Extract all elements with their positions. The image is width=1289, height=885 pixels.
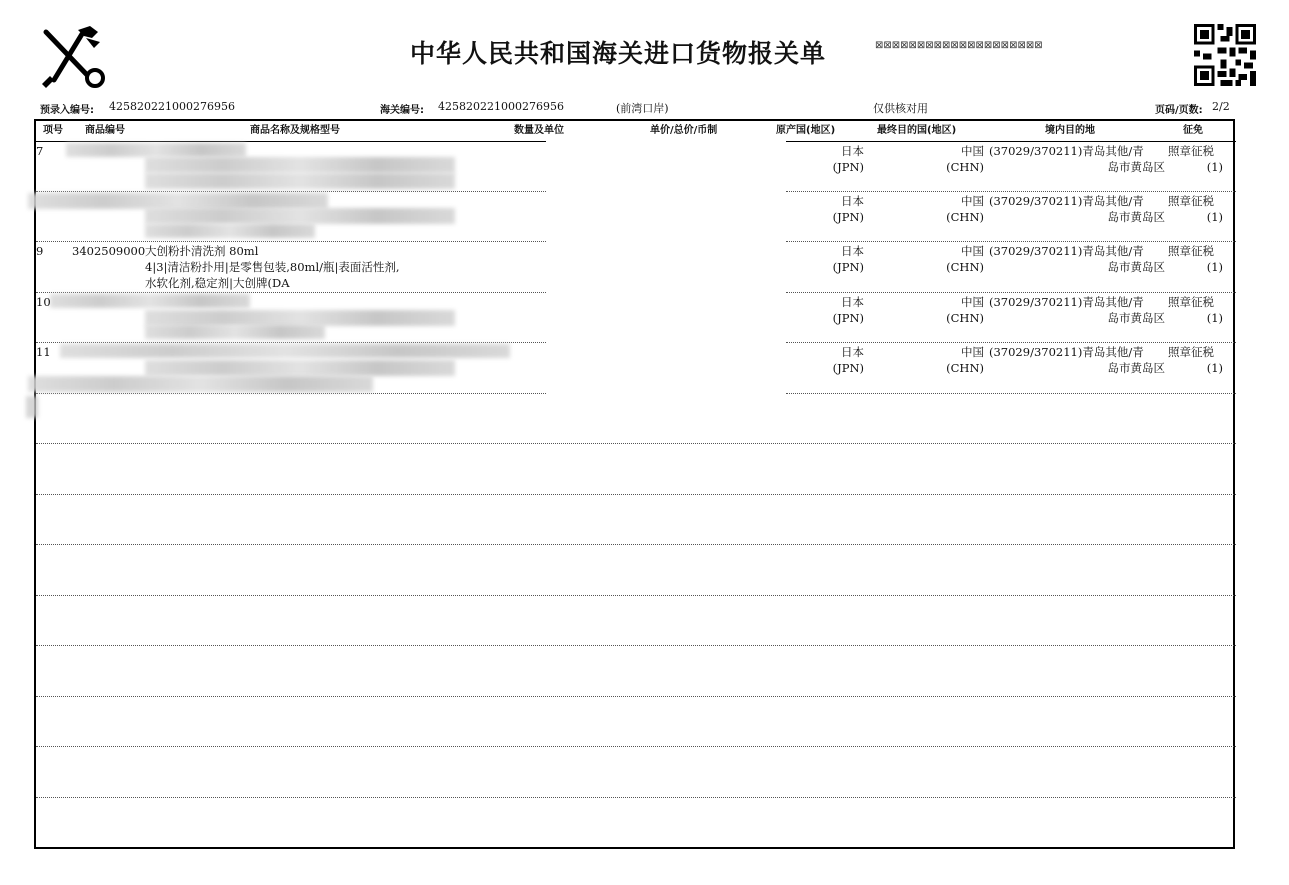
origin-country: 日本: [841, 345, 864, 359]
check-only-note: 仅供核对用: [873, 102, 928, 115]
row-divider: [36, 797, 1236, 798]
row-divider: [36, 696, 1236, 697]
page-value: 2/2: [1212, 100, 1230, 113]
hs-code: 3402509000: [72, 244, 146, 258]
row-divider: [36, 746, 1236, 747]
row-divider: [786, 241, 1236, 242]
customs-emblem-icon: [38, 24, 108, 90]
origin-code: (JPN): [832, 210, 864, 224]
qr-code-icon: [1194, 24, 1256, 86]
domestic-dest-district: 岛市黄岛区: [1107, 260, 1165, 274]
row-divider: [36, 292, 546, 293]
row-divider: [786, 342, 1236, 343]
dest-code: (CHN): [946, 311, 984, 325]
levy-code: (1): [1206, 311, 1223, 325]
dest-country: 中国: [961, 295, 984, 309]
domestic-dest-district: 岛市黄岛区: [1107, 361, 1165, 375]
levy-mode: 照章征税: [1168, 194, 1214, 208]
row-divider: [36, 544, 1236, 545]
row-divider: [36, 494, 1236, 495]
redacted-text: [145, 325, 325, 339]
col-item-no: 项号: [43, 125, 63, 136]
customs-number: 425820221000276956: [438, 100, 564, 113]
col-name-spec: 商品名称及规格型号: [250, 125, 340, 136]
levy-mode: 照章征税: [1168, 295, 1214, 309]
domestic-dest: (37029/370211)青岛其他/青: [989, 194, 1144, 208]
redacted-text: [145, 360, 455, 376]
origin-code: (JPN): [832, 160, 864, 174]
domestic-dest-district: 岛市黄岛区: [1107, 311, 1165, 325]
col-price: 单价/总价/币制: [650, 125, 718, 136]
domestic-dest: (37029/370211)青岛其他/青: [989, 345, 1144, 359]
row-divider: [786, 292, 1236, 293]
col-code: 商品编号: [85, 125, 125, 136]
pre-entry-label: 预录入编号:: [40, 105, 94, 116]
dest-country: 中国: [961, 194, 984, 208]
domestic-dest: (37029/370211)青岛其他/青: [989, 144, 1144, 158]
redacted-text: [145, 208, 455, 224]
dest-country: 中国: [961, 144, 984, 158]
goods-spec: 4|3|清洁粉扑用|是零售包装,80ml/瓶|表面活性剂,: [145, 260, 400, 274]
row-item-no: 10: [36, 295, 51, 309]
row-item-no: 11: [36, 345, 51, 359]
origin-country: 日本: [841, 144, 864, 158]
redacted-text: [145, 224, 315, 238]
redacted-text: [28, 376, 373, 392]
dest-code: (CHN): [946, 260, 984, 274]
col-origin: 原产国(地区): [776, 125, 836, 136]
dest-country: 中国: [961, 244, 984, 258]
redacted-text: [50, 294, 250, 308]
row-divider: [36, 342, 546, 343]
dest-country: 中国: [961, 345, 984, 359]
row-item-no: 7: [36, 144, 44, 158]
redacted-text: [60, 344, 510, 358]
domestic-dest: (37029/370211)青岛其他/青: [989, 295, 1144, 309]
redacted-text: [145, 310, 455, 326]
redacted-text: [145, 157, 455, 173]
col-dest-country: 最终目的国(地区): [877, 125, 957, 136]
dest-code: (CHN): [946, 210, 984, 224]
header-divider: [786, 141, 1236, 142]
row-divider: [36, 645, 1236, 646]
title-mark: ⊠⊠⊠⊠⊠⊠⊠⊠⊠⊠⊠⊠⊠⊠⊠⊠⊠⊠⊠⊠: [875, 40, 1043, 51]
dest-code: (CHN): [946, 361, 984, 375]
levy-code: (1): [1206, 361, 1223, 375]
origin-code: (JPN): [832, 361, 864, 375]
domestic-dest-district: 岛市黄岛区: [1107, 160, 1165, 174]
redacted-text: [66, 143, 246, 157]
row-item-no: 9: [36, 244, 44, 258]
levy-mode: 照章征税: [1168, 144, 1214, 158]
levy-code: (1): [1206, 160, 1223, 174]
levy-mode: 照章征税: [1168, 244, 1214, 258]
row-divider: [36, 241, 546, 242]
origin-code: (JPN): [832, 260, 864, 274]
row-divider: [36, 191, 546, 192]
customs-no-label: 海关编号:: [380, 105, 424, 116]
col-levy: 征免: [1183, 125, 1203, 136]
origin-country: 日本: [841, 295, 864, 309]
pre-entry-number: 425820221000276956: [109, 100, 235, 113]
page-label: 页码/页数:: [1155, 105, 1203, 116]
origin-country: 日本: [841, 194, 864, 208]
port-name: (前湾口岸): [616, 102, 669, 115]
domestic-dest: (37029/370211)青岛其他/青: [989, 244, 1144, 258]
levy-code: (1): [1206, 210, 1223, 224]
row-divider: [36, 393, 546, 394]
origin-code: (JPN): [832, 311, 864, 325]
col-domestic-dest: 境内目的地: [1045, 125, 1095, 136]
redacted-text: [26, 396, 38, 418]
dest-code: (CHN): [946, 160, 984, 174]
goods-spec-cont: 水软化剂,稳定剂|大创牌(DA: [145, 276, 290, 290]
page-title: 中华人民共和国海关进口货物报关单: [410, 39, 827, 68]
levy-mode: 照章征税: [1168, 345, 1214, 359]
redacted-text: [145, 173, 455, 189]
origin-country: 日本: [841, 244, 864, 258]
goods-name: 大创粉扑清洗剂 80ml: [145, 244, 259, 258]
levy-code: (1): [1206, 260, 1223, 274]
row-divider: [786, 393, 1236, 394]
redacted-text: [28, 193, 328, 209]
col-qty-unit: 数量及单位: [514, 125, 564, 136]
header-divider: [36, 141, 546, 142]
row-divider: [36, 443, 1236, 444]
row-divider: [36, 595, 1236, 596]
row-divider: [786, 191, 1236, 192]
domestic-dest-district: 岛市黄岛区: [1107, 210, 1165, 224]
